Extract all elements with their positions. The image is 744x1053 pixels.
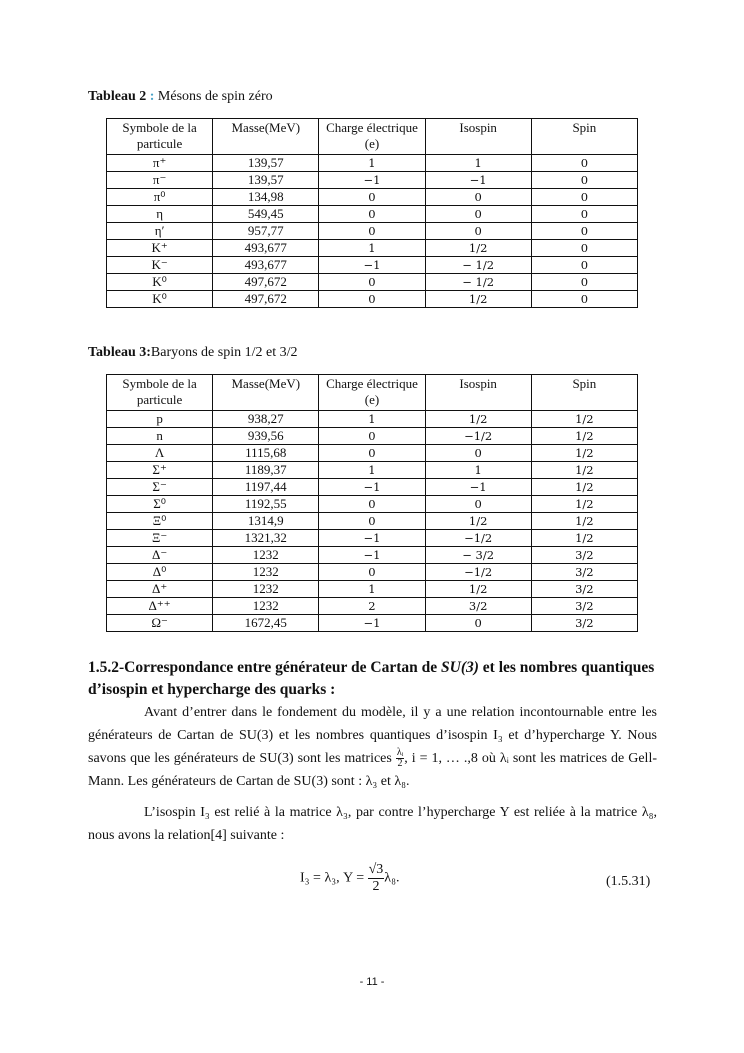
- cell-symbol: [107, 155, 213, 172]
- cell-charge: [319, 547, 425, 564]
- cell-mass: [213, 615, 319, 632]
- cell-isospin: [425, 257, 531, 274]
- isospin-value: 0: [474, 190, 482, 204]
- cell-spin: [531, 155, 637, 172]
- cell-charge: [319, 445, 425, 462]
- cell-charge: [319, 257, 425, 274]
- table-row: [107, 564, 638, 581]
- cell-mass: [213, 445, 319, 462]
- cell-symbol: [107, 274, 213, 291]
- cell-charge: [319, 189, 425, 206]
- mass-value: 134,98: [247, 189, 284, 204]
- charge-value: 0: [368, 224, 376, 238]
- cell-isospin: [425, 598, 531, 615]
- symbol-value: K⁰: [152, 274, 167, 289]
- table-row: [107, 240, 638, 257]
- column-header: Spin: [531, 375, 637, 411]
- cell-isospin: [425, 291, 531, 308]
- mass-value: 1232: [252, 598, 279, 613]
- cell-spin: [531, 462, 637, 479]
- heading-text: 1.5.2-Correspondance entre générateur de Cartan de: [88, 659, 442, 676]
- cell-mass: [213, 564, 319, 581]
- table-row: [107, 155, 638, 172]
- caption-colon: :: [146, 89, 155, 104]
- charge-value: 0: [368, 275, 376, 289]
- cell-symbol: [107, 547, 213, 564]
- cell-charge: [319, 479, 425, 496]
- mass-value: 1189,37: [244, 462, 287, 477]
- symbol-value: π⁺: [152, 155, 167, 170]
- spin-value: 0: [580, 275, 589, 289]
- mass-value: 1192,55: [244, 496, 287, 511]
- cell-charge: [319, 615, 425, 632]
- cell-charge: [319, 564, 425, 581]
- cell-isospin: [425, 581, 531, 598]
- symbol-value: π⁻: [152, 172, 167, 187]
- cell-spin: [531, 291, 637, 308]
- cell-mass: [213, 172, 319, 189]
- spin-value: 0: [580, 207, 589, 221]
- cell-mass: [213, 291, 319, 308]
- charge-value: 1: [368, 582, 376, 596]
- cell-mass: [213, 189, 319, 206]
- cell-isospin: [425, 172, 531, 189]
- cell-charge: [319, 172, 425, 189]
- charge-value: −1: [363, 480, 381, 494]
- cell-charge: [319, 462, 425, 479]
- cell-isospin: [425, 479, 531, 496]
- mass-value: 939,56: [247, 428, 284, 443]
- cell-spin: [531, 223, 637, 240]
- spin-value: 1/2: [575, 480, 594, 494]
- cell-charge: [319, 411, 425, 428]
- table-row: [107, 615, 638, 632]
- table-row: [107, 462, 638, 479]
- table-row: [107, 496, 638, 513]
- isospin-value: 0: [474, 616, 482, 630]
- symbol-value: Δ⁻: [151, 547, 168, 562]
- table-row: [107, 206, 638, 223]
- spin-value: 0: [580, 241, 589, 255]
- cell-charge: [319, 530, 425, 547]
- mass-value: 1314,9: [247, 513, 284, 528]
- table-row: [107, 445, 638, 462]
- column-header: Spin: [531, 119, 637, 155]
- equation: [300, 862, 399, 895]
- mesons-table: [106, 118, 638, 308]
- isospin-value: 1/2: [468, 582, 488, 596]
- charge-value: 1: [368, 156, 376, 170]
- charge-value: −1: [363, 548, 381, 562]
- mass-value: 1197,44: [244, 479, 287, 494]
- spin-value: 1/2: [575, 429, 594, 443]
- charge-value: 0: [368, 190, 376, 204]
- table-row: [107, 291, 638, 308]
- spin-value: 0: [580, 292, 589, 306]
- isospin-value: 0: [474, 446, 482, 460]
- cell-mass: [213, 240, 319, 257]
- cell-spin: [531, 615, 637, 632]
- baryons-table: [106, 374, 638, 632]
- cell-mass: [213, 598, 319, 615]
- mass-value: 493,677: [244, 240, 287, 255]
- cell-isospin: [425, 274, 531, 291]
- cell-charge: [319, 155, 425, 172]
- charge-value: 0: [368, 497, 376, 511]
- fraction-denominator: 2: [397, 758, 403, 770]
- column-header: Charge électrique (e): [319, 375, 425, 411]
- isospin-value: −1/2: [464, 531, 493, 545]
- spin-value: 3/2: [575, 599, 594, 613]
- charge-value: 2: [368, 599, 376, 613]
- mass-value: 497,672: [244, 291, 287, 306]
- heading-text: et les nombres quantiques d’isospin et hypercharge des quarks :: [88, 659, 655, 698]
- cell-charge: [319, 496, 425, 513]
- symbol-value: Ξ⁰: [152, 513, 167, 528]
- cell-charge: [319, 206, 425, 223]
- header-row: [107, 119, 638, 155]
- fraction: [368, 862, 385, 895]
- isospin-value: 1/2: [468, 514, 488, 528]
- spin-value: 1/2: [575, 463, 594, 477]
- cell-isospin: [425, 513, 531, 530]
- column-header: Symbole de la particule: [107, 119, 213, 155]
- charge-value: −1: [363, 531, 381, 545]
- spin-value: 1/2: [575, 514, 594, 528]
- cell-isospin: [425, 615, 531, 632]
- fraction-numerator: λᵢ: [396, 747, 404, 759]
- cell-symbol: [107, 496, 213, 513]
- symbol-value: p: [156, 411, 163, 426]
- cell-spin: [531, 581, 637, 598]
- isospin-value: 1/2: [468, 292, 488, 306]
- table-row: [107, 479, 638, 496]
- cell-spin: [531, 274, 637, 291]
- mass-value: 1232: [252, 581, 279, 596]
- symbol-value: Σ⁻: [152, 479, 167, 494]
- spin-value: 3/2: [575, 582, 594, 596]
- cell-spin: [531, 513, 637, 530]
- cell-charge: [319, 274, 425, 291]
- table-row: [107, 513, 638, 530]
- cell-spin: [531, 530, 637, 547]
- symbol-value: η: [156, 206, 163, 221]
- equation-text: I₃ = λ₃, Y =: [300, 870, 368, 886]
- cell-spin: [531, 411, 637, 428]
- symbol-value: Ω⁻: [151, 615, 168, 630]
- isospin-value: 1: [474, 156, 482, 170]
- cell-isospin: [425, 411, 531, 428]
- spin-value: 3/2: [575, 565, 594, 579]
- cell-symbol: [107, 189, 213, 206]
- table-row: [107, 172, 638, 189]
- caption-text: Mésons de spin zéro: [154, 89, 273, 104]
- symbol-value: Δ⁰: [152, 564, 167, 579]
- isospin-value: 1/2: [468, 412, 488, 426]
- mass-value: 493,677: [244, 257, 287, 272]
- equation-number: (1.5.31): [606, 874, 651, 889]
- cell-symbol: [107, 291, 213, 308]
- spin-value: 3/2: [575, 548, 594, 562]
- header-row: [107, 375, 638, 411]
- column-header: Symbole de la particule: [107, 375, 213, 411]
- table-row: [107, 530, 638, 547]
- cell-spin: [531, 172, 637, 189]
- symbol-value: Δ⁺⁺: [148, 598, 171, 613]
- cell-isospin: [425, 445, 531, 462]
- column-header: Masse(MeV): [213, 119, 319, 155]
- spin-value: 1/2: [575, 446, 594, 460]
- cell-isospin: [425, 155, 531, 172]
- mass-value: 1115,68: [245, 445, 287, 460]
- mass-value: 1321,32: [244, 530, 287, 545]
- cell-spin: [531, 240, 637, 257]
- table-row: [107, 598, 638, 615]
- charge-value: 0: [368, 429, 376, 443]
- paragraph-text: L’isospin I₃ est relié à la matrice λ₃, par contre l’hypercharge Y est reliée à la matrice λ₈, nous avons la relation[4] suivante :: [88, 805, 657, 843]
- paragraph-2: [88, 801, 657, 847]
- cell-charge: [319, 581, 425, 598]
- cell-isospin: [425, 428, 531, 445]
- mass-value: 957,77: [247, 223, 284, 238]
- cell-symbol: [107, 581, 213, 598]
- cell-mass: [213, 479, 319, 496]
- cell-spin: [531, 445, 637, 462]
- cell-symbol: [107, 530, 213, 547]
- symbol-value: K⁺: [151, 240, 168, 255]
- cell-symbol: [107, 172, 213, 189]
- table2-caption: [88, 89, 273, 105]
- table-row: [107, 428, 638, 445]
- cell-mass: [213, 496, 319, 513]
- charge-value: 1: [368, 463, 376, 477]
- cell-spin: [531, 479, 637, 496]
- isospin-value: −1: [469, 480, 487, 494]
- symbol-value: Σ⁺: [152, 462, 167, 477]
- cell-symbol: [107, 411, 213, 428]
- cell-symbol: [107, 462, 213, 479]
- mass-value: 549,45: [247, 206, 284, 221]
- cell-mass: [213, 513, 319, 530]
- cell-mass: [213, 155, 319, 172]
- isospin-value: −1/2: [464, 429, 493, 443]
- charge-value: −1: [363, 258, 381, 272]
- table-row: [107, 547, 638, 564]
- section-heading: [88, 657, 668, 701]
- cell-symbol: [107, 513, 213, 530]
- isospin-value: 1: [474, 463, 482, 477]
- cell-charge: [319, 428, 425, 445]
- paragraph-text: Avant d’entrer dans le fondement du modèle, il y a une relation incontournable entre les générateurs de Cartan de SU(3) et les nombres quantiques d’isospin I₃ et d’hypercharge Y. Nous savons que les générateurs de SU(3) sont les matrices: [88, 705, 657, 766]
- column-header: Masse(MeV): [213, 375, 319, 411]
- mass-value: 139,57: [247, 155, 284, 170]
- cell-isospin: [425, 223, 531, 240]
- table-row: [107, 189, 638, 206]
- cell-symbol: [107, 206, 213, 223]
- isospin-value: − 1/2: [462, 275, 495, 289]
- paragraph-1: [88, 701, 657, 793]
- cell-symbol: [107, 428, 213, 445]
- table-row: [107, 223, 638, 240]
- spin-value: 0: [580, 173, 589, 187]
- spin-value: 0: [580, 258, 589, 272]
- charge-value: 0: [368, 292, 376, 306]
- cell-symbol: [107, 257, 213, 274]
- table3-caption: [88, 345, 298, 361]
- cell-mass: [213, 547, 319, 564]
- charge-value: 0: [368, 565, 376, 579]
- cell-symbol: [107, 223, 213, 240]
- page-number: - 11 -: [359, 976, 385, 988]
- cell-isospin: [425, 530, 531, 547]
- caption-text: Baryons de spin 1/2 et 3/2: [150, 345, 298, 360]
- symbol-value: Λ: [154, 445, 165, 460]
- cell-mass: [213, 411, 319, 428]
- charge-value: 1: [368, 241, 376, 255]
- spin-value: 1/2: [575, 412, 594, 426]
- cell-charge: [319, 513, 425, 530]
- cell-charge: [319, 598, 425, 615]
- cell-mass: [213, 274, 319, 291]
- cell-isospin: [425, 189, 531, 206]
- isospin-value: −1/2: [464, 565, 493, 579]
- cell-isospin: [425, 240, 531, 257]
- cell-mass: [213, 462, 319, 479]
- cell-charge: [319, 240, 425, 257]
- cell-mass: [213, 428, 319, 445]
- cell-spin: [531, 189, 637, 206]
- isospin-value: 0: [474, 224, 482, 238]
- isospin-value: 3/2: [468, 599, 488, 613]
- cell-charge: [319, 291, 425, 308]
- mass-value: 1672,45: [244, 615, 287, 630]
- cell-spin: [531, 257, 637, 274]
- charge-value: 1: [368, 412, 376, 426]
- column-header: Charge électrique (e): [319, 119, 425, 155]
- fraction-denominator: 2: [372, 879, 380, 894]
- heading-math: SU(3): [441, 659, 479, 676]
- spin-value: 0: [580, 190, 589, 204]
- cell-isospin: [425, 547, 531, 564]
- cell-spin: [531, 496, 637, 513]
- equation-text: λ₈.: [384, 870, 400, 886]
- charge-value: −1: [363, 173, 381, 187]
- table-row: [107, 581, 638, 598]
- symbol-value: K⁰: [152, 291, 167, 306]
- isospin-value: −1: [469, 173, 487, 187]
- table-row: [107, 411, 638, 428]
- symbol-value: Ξ⁻: [151, 530, 168, 545]
- cell-spin: [531, 598, 637, 615]
- isospin-value: 1/2: [468, 241, 488, 255]
- cell-isospin: [425, 564, 531, 581]
- spin-value: 3/2: [575, 616, 594, 630]
- caption-label: Tableau 3:: [88, 345, 151, 360]
- charge-value: 0: [368, 207, 376, 221]
- isospin-value: 0: [474, 497, 482, 511]
- cell-charge: [319, 223, 425, 240]
- cell-mass: [213, 581, 319, 598]
- cell-symbol: [107, 240, 213, 257]
- spin-value: 1/2: [575, 531, 594, 545]
- fraction-numerator: √3: [368, 862, 384, 877]
- table-row: [107, 274, 638, 291]
- cell-mass: [213, 206, 319, 223]
- cell-isospin: [425, 462, 531, 479]
- charge-value: −1: [363, 616, 381, 630]
- cell-isospin: [425, 496, 531, 513]
- isospin-value: 0: [474, 207, 482, 221]
- mass-value: 1232: [252, 547, 279, 562]
- isospin-value: − 3/2: [462, 548, 495, 562]
- column-header: Isospin: [425, 119, 531, 155]
- mass-value: 139,57: [247, 172, 284, 187]
- caption-label: Tableau 2: [88, 89, 147, 104]
- cell-mass: [213, 223, 319, 240]
- symbol-value: Δ⁺: [151, 581, 168, 596]
- mass-value: 497,672: [244, 274, 287, 289]
- spin-value: 1/2: [575, 497, 594, 511]
- cell-symbol: [107, 598, 213, 615]
- cell-mass: [213, 530, 319, 547]
- spin-value: 0: [580, 156, 589, 170]
- table-row: [107, 257, 638, 274]
- mass-value: 938,27: [247, 411, 284, 426]
- charge-value: 0: [368, 514, 376, 528]
- cell-isospin: [425, 206, 531, 223]
- symbol-value: n: [156, 428, 163, 443]
- cell-spin: [531, 206, 637, 223]
- spin-value: 0: [580, 224, 589, 238]
- isospin-value: − 1/2: [462, 258, 495, 272]
- cell-spin: [531, 547, 637, 564]
- charge-value: 0: [368, 446, 376, 460]
- symbol-value: Σ⁰: [153, 496, 166, 511]
- mass-value: 1232: [252, 564, 279, 579]
- cell-symbol: [107, 615, 213, 632]
- paragraph-text: , i = 1, … .,8 où λᵢ sont les matrices de Gell-Mann. Les générateurs de Cartan de SU(3) sont : λ₃ et λ₈.: [88, 751, 658, 789]
- cell-mass: [213, 257, 319, 274]
- cell-spin: [531, 564, 637, 581]
- symbol-value: η′: [154, 223, 165, 238]
- cell-symbol: [107, 479, 213, 496]
- symbol-value: K⁻: [151, 257, 168, 272]
- cell-symbol: [107, 445, 213, 462]
- column-header: Isospin: [425, 375, 531, 411]
- cell-spin: [531, 428, 637, 445]
- cell-symbol: [107, 564, 213, 581]
- symbol-value: π⁰: [153, 189, 166, 204]
